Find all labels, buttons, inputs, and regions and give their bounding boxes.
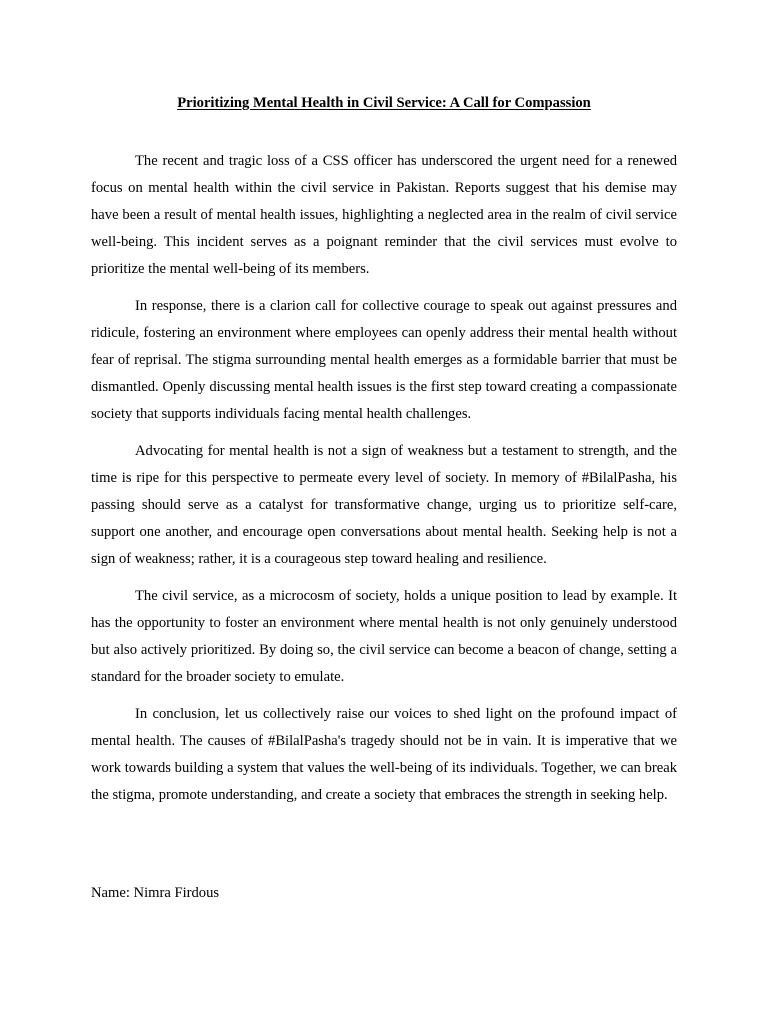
author-signature: Name: Nimra Firdous [91,885,220,901]
document-title: Prioritizing Mental Health in Civil Service: A Call for Compassion [177,95,591,111]
paragraph-5: In conclusion, let us collectively raise our voices to shed light on the profound impact of mental health. The causes of #BilalPasha's tragedy should not be in vain. It is imperative that we work towards building a system that values the well-being of its individuals. Together, we can break the stigma, promote understanding, and create a society that embraces the strength in seeking help. [91,706,677,803]
paragraph-2: In response, there is a clarion call for collective courage to speak out against pressures and ridicule, fostering an environment where employees can openly address their mental health without fear of reprisal. The stigma surrounding mental health emerges as a formidable barrier that must be dismantled. Openly discussing mental health issues is the first step toward creating a compassionate society that supports individuals facing mental health challenges. [91,298,677,422]
paragraph-4: The civil service, as a microcosm of society, holds a unique position to lead by example. It has the opportunity to foster an environment where mental health is not only genuinely understood but also actively prioritized. By doing so, the civil service can become a beacon of change, setting a standard for the broader society to emulate. [91,588,677,685]
document-body [91,148,677,819]
paragraph-3: Advocating for mental health is not a sign of weakness but a testament to strength, and the time is ripe for this perspective to permeate every level of society. In memory of #BilalPasha, his passing should serve as a catalyst for transformative change, urging us to prioritize self-care, support one another, and encourage open conversations about mental health. Seeking help is not a sign of weakness; rather, it is a courageous step toward healing and resilience. [91,443,677,567]
paragraph-1: The recent and tragic loss of a CSS officer has underscored the urgent need for a renewed focus on mental health within the civil service in Pakistan. Reports suggest that his demise may have been a result of mental health issues, highlighting a neglected area in the realm of civil service well-being. This incident serves as a poignant reminder that the civil services must evolve to prioritize the mental well-being of its members. [91,153,677,277]
